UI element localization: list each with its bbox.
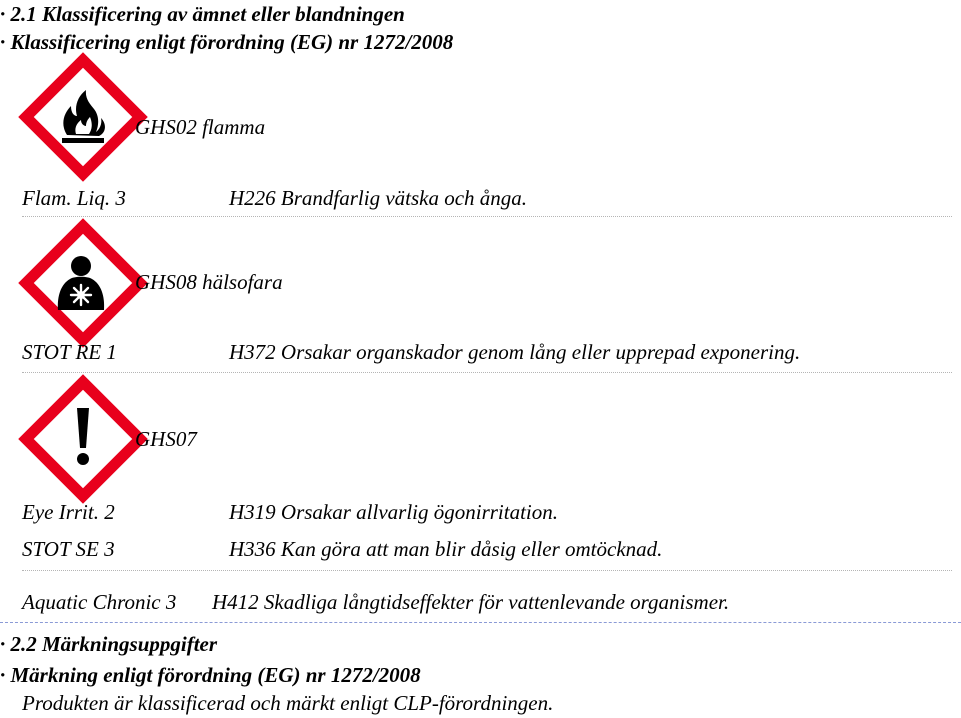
hazard-statement: H226 Brandfarlig vätska och ånga. [229, 186, 528, 210]
ghs08-label: GHS08 hälsofara [135, 270, 283, 294]
section-2-1-subheading: · Klassificering enligt förordning (EG) nr 1272/2008 [0, 30, 454, 54]
hazard-code: Flam. Liq. 3 [22, 186, 126, 210]
section-divider [0, 622, 961, 623]
section-2-2-subheading: · Märkning enligt förordning (EG) nr 1272/2008 [0, 663, 421, 687]
hazard-code: Eye Irrit. 2 [22, 500, 115, 524]
hazard-code: STOT RE 1 [22, 340, 117, 364]
hazard-statement: H319 Orsakar allvarlig ögonirritation. [229, 500, 559, 524]
hazard-statement: H336 Kan göra att man blir dåsig eller omtöcknad. [229, 537, 663, 561]
section-2-2-heading: · 2.2 Märkningsuppgifter [0, 632, 218, 656]
health-hazard-icon [18, 218, 148, 348]
dotted-separator [22, 570, 952, 571]
hazard-code: STOT SE 3 [22, 537, 115, 561]
clp-statement: Produkten är klassificerad och märkt enligt CLP-förordningen. [22, 691, 554, 715]
section-2-1-heading: · 2.1 Klassificering av ämnet eller blandningen [0, 2, 405, 26]
flame-icon [18, 52, 148, 182]
exclamation-mark-icon [18, 374, 148, 504]
hazard-statement: H412 Skadliga långtidseffekter för vattenlevande organismer. [212, 590, 730, 614]
dotted-separator [22, 216, 952, 217]
ghs07-label: GHS07 [135, 427, 197, 451]
hazard-code: Aquatic Chronic 3 [22, 590, 177, 614]
hazard-statement: H372 Orsakar organskador genom lång eller upprepad exponering. [229, 340, 801, 364]
dotted-separator [22, 372, 952, 373]
ghs02-label: GHS02 flamma [135, 115, 266, 139]
